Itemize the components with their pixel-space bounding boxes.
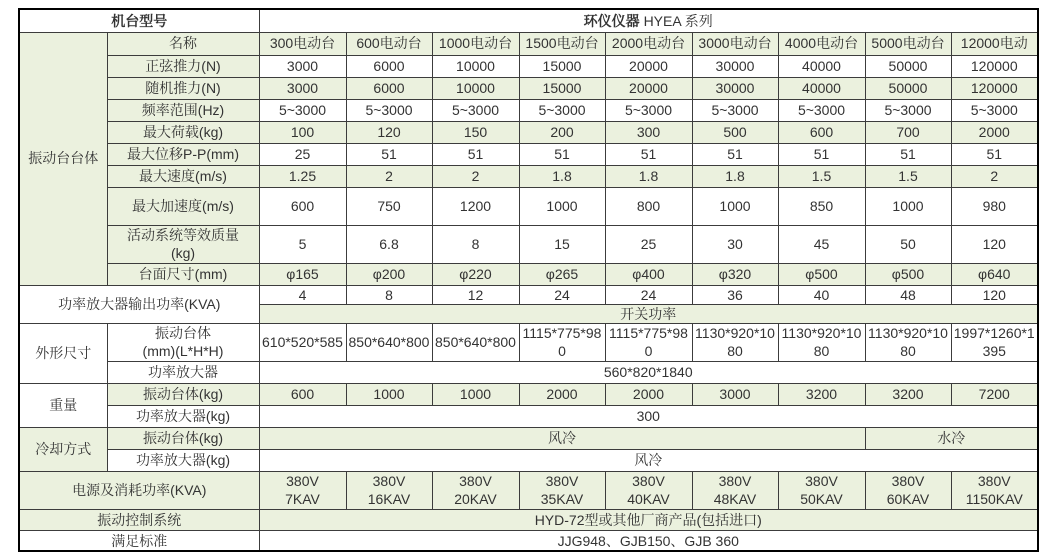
data-cell: 15000 xyxy=(519,77,605,99)
data-cell: 25 xyxy=(605,225,692,263)
data-cell: φ640 xyxy=(951,263,1038,285)
row-label-amplifier-dims: 功率放大器 xyxy=(107,361,259,383)
data-cell: 610*520*585 xyxy=(259,323,346,361)
data-cell: 150 xyxy=(432,121,519,143)
data-cell: 48 xyxy=(865,285,951,304)
data-cell: 5~3000 xyxy=(951,99,1038,121)
data-cell: 45 xyxy=(778,225,865,263)
col-header: 1000电动台 xyxy=(432,32,519,55)
data-cell: 5~3000 xyxy=(519,99,605,121)
data-cell: 3000 xyxy=(259,55,346,77)
data-cell: 380V 20KAV xyxy=(432,471,519,509)
data-cell: 24 xyxy=(519,285,605,304)
data-cell: 10000 xyxy=(432,77,519,99)
col-header: 3000电动台 xyxy=(692,32,778,55)
spec-table xyxy=(18,8,1039,552)
data-cell: 3000 xyxy=(692,383,778,405)
data-cell: φ500 xyxy=(778,263,865,285)
data-cell: 2 xyxy=(432,165,519,187)
row-label-shaker-dims: 振动台体 (mm)(L*H*H) xyxy=(107,323,259,361)
data-cell: φ165 xyxy=(259,263,346,285)
data-cell: 2 xyxy=(346,165,432,187)
data-cell: 120 xyxy=(951,225,1038,263)
data-cell: 1.5 xyxy=(778,165,865,187)
data-cell: 500 xyxy=(692,121,778,143)
data-cell: 1200 xyxy=(432,187,519,225)
data-cell: 51 xyxy=(346,143,432,165)
row-label-random-force: 随机推力(N) xyxy=(107,77,259,99)
data-cell: 1130*920*1080 xyxy=(865,323,951,361)
group-label-cooling: 冷却方式 xyxy=(19,427,107,471)
label-power-consumption: 电源及消耗功率(KVA) xyxy=(19,471,259,509)
data-cell: 1.25 xyxy=(259,165,346,187)
data-cell: 2 xyxy=(951,165,1038,187)
data-cell: 6.8 xyxy=(346,225,432,263)
data-cell: 40 xyxy=(778,285,865,304)
spec-table-body xyxy=(19,9,1038,551)
data-cell: 5~3000 xyxy=(346,99,432,121)
row-label-frequency-range: 频率范围(Hz) xyxy=(107,99,259,121)
data-cell: 51 xyxy=(605,143,692,165)
col-header: 600电动台 xyxy=(346,32,432,55)
data-cell: 1.5 xyxy=(865,165,951,187)
col-header: 2000电动台 xyxy=(605,32,692,55)
data-cell: 120 xyxy=(951,285,1038,304)
data-cell: 380V 7KAV xyxy=(259,471,346,509)
merged-cell-air-cooling-2: 风冷 xyxy=(259,449,1038,471)
merged-cell-amplifier-weight: 300 xyxy=(259,405,1038,427)
data-cell: 3000 xyxy=(259,77,346,99)
data-cell: 1.8 xyxy=(605,165,692,187)
data-cell: 1000 xyxy=(692,187,778,225)
row-label-name: 名称 xyxy=(107,32,259,55)
data-cell: 380V 48KAV xyxy=(692,471,778,509)
data-cell: 120000 xyxy=(951,55,1038,77)
data-cell: 6000 xyxy=(346,77,432,99)
row-label-max-acceleration: 最大加速度(m/s) xyxy=(107,187,259,225)
data-cell: 15000 xyxy=(519,55,605,77)
data-cell: 30000 xyxy=(692,77,778,99)
data-cell: 40000 xyxy=(778,55,865,77)
label-standards: 满足标准 xyxy=(19,530,259,551)
data-cell: 2000 xyxy=(519,383,605,405)
data-cell: 1130*920*1080 xyxy=(692,323,778,361)
row-label-max-velocity: 最大速度(m/s) xyxy=(107,165,259,187)
col-header: 12000电动 xyxy=(951,32,1038,55)
data-cell: 5 xyxy=(259,225,346,263)
data-cell: 15 xyxy=(519,225,605,263)
data-cell: 1115*775*980 xyxy=(605,323,692,361)
col-header: 300电动台 xyxy=(259,32,346,55)
data-cell: 5~3000 xyxy=(778,99,865,121)
merged-cell-air-cooling: 风冷 xyxy=(259,427,865,449)
group-label-vibration-table-body: 振动台台体 xyxy=(19,32,107,285)
row-label-table-size: 台面尺寸(mm) xyxy=(107,263,259,285)
data-cell: 25 xyxy=(259,143,346,165)
data-cell: 1115*775*980 xyxy=(519,323,605,361)
data-cell: φ320 xyxy=(692,263,778,285)
label-amplifier-output-power: 功率放大器输出功率(KVA) xyxy=(19,285,259,323)
merged-cell-amplifier-size: 560*820*1840 xyxy=(259,361,1038,383)
data-cell: 200 xyxy=(519,121,605,143)
data-cell: 3200 xyxy=(778,383,865,405)
merged-cell-controller: HYD-72型或其他厂商产品(包括进口) xyxy=(259,509,1038,530)
data-cell: 5~3000 xyxy=(432,99,519,121)
data-cell: 120 xyxy=(346,121,432,143)
data-cell: 380V 60KAV xyxy=(865,471,951,509)
data-cell: φ265 xyxy=(519,263,605,285)
data-cell: 3200 xyxy=(865,383,951,405)
data-cell: 5~3000 xyxy=(259,99,346,121)
spec-table-container xyxy=(18,8,1039,552)
data-cell: 380V 35KAV xyxy=(519,471,605,509)
data-cell: 10000 xyxy=(432,55,519,77)
col-header: 4000电动台 xyxy=(778,32,865,55)
col-header: 1500电动台 xyxy=(519,32,605,55)
data-cell: 800 xyxy=(605,187,692,225)
data-cell: 850*640*800 xyxy=(346,323,432,361)
data-cell: 600 xyxy=(778,121,865,143)
row-label-moving-mass: 活动系统等效质量 (kg) xyxy=(107,225,259,263)
data-cell: 50000 xyxy=(865,55,951,77)
data-cell: 1000 xyxy=(519,187,605,225)
data-cell: 1000 xyxy=(346,383,432,405)
group-label-dimensions: 外形尺寸 xyxy=(19,323,107,383)
data-cell: 100 xyxy=(259,121,346,143)
data-cell: 600 xyxy=(259,187,346,225)
data-cell: 380V 16KAV xyxy=(346,471,432,509)
data-cell: 30 xyxy=(692,225,778,263)
table-header-model: 机台型号 xyxy=(19,9,259,32)
data-cell: 1000 xyxy=(865,187,951,225)
row-label-amplifier-cooling: 功率放大器(kg) xyxy=(107,449,259,471)
merged-cell-standards: JJG948、GJB150、GJB 360 xyxy=(259,530,1038,551)
data-cell: 850*640*800 xyxy=(432,323,519,361)
merged-cell-switching-power: 开关功率 xyxy=(259,304,1038,323)
data-cell: 50 xyxy=(865,225,951,263)
data-cell: 36 xyxy=(692,285,778,304)
data-cell: 980 xyxy=(951,187,1038,225)
data-cell: 2000 xyxy=(605,383,692,405)
data-cell: 1.8 xyxy=(519,165,605,187)
col-header: 5000电动台 xyxy=(865,32,951,55)
label-control-system: 振动控制系统 xyxy=(19,509,259,530)
data-cell: 51 xyxy=(692,143,778,165)
data-cell: φ220 xyxy=(432,263,519,285)
data-cell: 30000 xyxy=(692,55,778,77)
data-cell: 7200 xyxy=(951,383,1038,405)
data-cell: 2000 xyxy=(951,121,1038,143)
data-cell: 5~3000 xyxy=(605,99,692,121)
data-cell: 40000 xyxy=(778,77,865,99)
data-cell: 12 xyxy=(432,285,519,304)
data-cell: 51 xyxy=(519,143,605,165)
data-cell: 300 xyxy=(605,121,692,143)
row-label-amplifier-weight: 功率放大器(kg) xyxy=(107,405,259,427)
data-cell: 4 xyxy=(259,285,346,304)
data-cell: 380V 40KAV xyxy=(605,471,692,509)
data-cell: 50000 xyxy=(865,77,951,99)
data-cell: 5~3000 xyxy=(692,99,778,121)
data-cell: 20000 xyxy=(605,77,692,99)
row-label-shaker-weight: 振动台体(kg) xyxy=(107,383,259,405)
data-cell: 8 xyxy=(346,285,432,304)
data-cell: 6000 xyxy=(346,55,432,77)
row-label-shaker-cooling: 振动台体(kg) xyxy=(107,427,259,449)
data-cell: 600 xyxy=(259,383,346,405)
data-cell: 1.8 xyxy=(692,165,778,187)
data-cell: 8 xyxy=(432,225,519,263)
data-cell: 51 xyxy=(432,143,519,165)
data-cell: 20000 xyxy=(605,55,692,77)
data-cell: 51 xyxy=(951,143,1038,165)
row-label-max-load: 最大荷载(kg) xyxy=(107,121,259,143)
row-label-max-displacement: 最大位移P-P(mm) xyxy=(107,143,259,165)
row-label-sine-force: 正弦推力(N) xyxy=(107,55,259,77)
data-cell: 51 xyxy=(865,143,951,165)
data-cell: 120000 xyxy=(951,77,1038,99)
data-cell: 380V 50KAV xyxy=(778,471,865,509)
data-cell: φ200 xyxy=(346,263,432,285)
data-cell: 380V 1150KAV xyxy=(951,471,1038,509)
data-cell: 1000 xyxy=(432,383,519,405)
table-header-series: 环仪仪器 HYEA 系列 xyxy=(259,9,1038,32)
merged-cell-water-cooling: 水冷 xyxy=(865,427,1038,449)
data-cell: φ400 xyxy=(605,263,692,285)
group-label-weight: 重量 xyxy=(19,383,107,427)
data-cell: 750 xyxy=(346,187,432,225)
data-cell: 1997*1260*1395 xyxy=(951,323,1038,361)
data-cell: 51 xyxy=(778,143,865,165)
data-cell: 850 xyxy=(778,187,865,225)
data-cell: φ500 xyxy=(865,263,951,285)
data-cell: 1130*920*1080 xyxy=(778,323,865,361)
data-cell: 5~3000 xyxy=(865,99,951,121)
data-cell: 24 xyxy=(605,285,692,304)
data-cell: 700 xyxy=(865,121,951,143)
